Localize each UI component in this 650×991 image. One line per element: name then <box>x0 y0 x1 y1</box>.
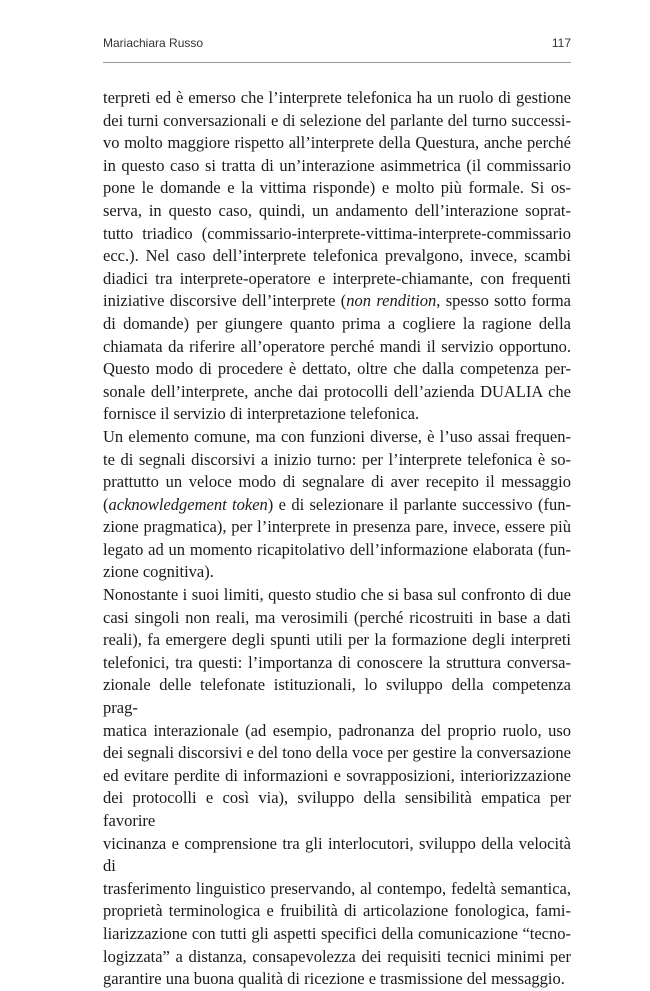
text-run: di domande) per giungere quanto prima a cogliere la ragione della <box>103 313 571 333</box>
text-run: vo molto maggiore rispetto all’interprete della Questura, anche perché <box>103 133 571 153</box>
text-run: , spesso sotto forma <box>436 291 571 311</box>
text-run: ed evitare perdite di informazioni e sovrapposizioni, interiorizzazione <box>103 765 571 785</box>
text-line <box>103 946 571 969</box>
text-run: ) e di selezionare il parlante successivo (fun- <box>267 494 571 514</box>
text-run: zione cognitiva). <box>103 562 214 582</box>
text-line <box>103 336 571 359</box>
text-run: reali), fa emergere degli spunti utili per la formazione degli interpreti <box>103 630 571 650</box>
text-run: trasferimento linguistico preservando, al contempo, fedeltà semantica, <box>103 878 571 898</box>
text-run: Nonostante i suoi limiti, questo studio che si basa sul confronto di due <box>103 585 571 605</box>
text-run: Un elemento comune, ma con funzioni diverse, è l’uso assai frequen- <box>103 426 571 446</box>
text-line <box>103 833 571 878</box>
text-line <box>103 87 571 110</box>
text-run: diadici tra interprete-operatore e interprete-chiamante, con frequenti <box>103 268 571 288</box>
text-line <box>103 629 571 652</box>
text-line <box>103 268 571 291</box>
text-run: terpreti ed è emerso che l’interprete telefonica ha un ruolo di gestione <box>103 88 571 107</box>
text-run: zionale delle telefonate istituzionali, lo sviluppo della competenza prag- <box>103 675 571 718</box>
text-line <box>103 381 571 404</box>
text-run: liarizzazione con tutti gli aspetti specifici della comunicazione “tecno- <box>103 923 571 943</box>
text-run: dei turni conversazionali e di selezione del parlante del turno successi- <box>103 110 571 130</box>
text-line <box>103 652 571 675</box>
text-line <box>103 516 571 539</box>
text-run: fornisce il servizio di interpretazione telefonica. <box>103 404 420 424</box>
text-line <box>103 358 571 381</box>
text-line <box>103 155 571 178</box>
text-run: Questo modo di procedere è dettato, oltre che dalla competenza per- <box>103 359 571 379</box>
text-run: vicinanza e comprensione tra gli interlocutori, sviluppo della velocità di <box>103 833 571 876</box>
text-run: serva, in questo caso, quindi, un andamento dell’interazione soprat- <box>103 200 571 220</box>
text-run: matica interazionale (ad esempio, padronanza del proprio ruolo, uso <box>103 720 571 740</box>
text-run: telefonici, tra questi: l’importanza di conoscere la struttura conversa- <box>103 652 571 672</box>
header-divider <box>103 62 571 63</box>
text-run: zione pragmatica), per l’interprete in presenza pare, invece, essere più <box>103 517 571 537</box>
text-line <box>103 471 571 494</box>
running-header-author: Mariachiara Russo <box>103 36 204 50</box>
text-line <box>103 923 571 946</box>
text-line <box>103 177 571 200</box>
text-run: in questo caso si tratta di un’interazione asimmetrica (il commissario <box>103 155 571 175</box>
text-line <box>103 313 571 336</box>
text-run: pone le domande e la vittima risponde) e molto più formale. Si os- <box>103 178 571 198</box>
italic-term: acknowledgement token <box>108 494 268 514</box>
text-line <box>103 561 571 584</box>
text-line <box>103 449 571 472</box>
text-line <box>103 110 571 133</box>
text-line <box>103 900 571 923</box>
text-line <box>103 765 571 788</box>
text-line <box>103 403 571 426</box>
text-line <box>103 245 571 268</box>
text-run: iniziative discorsive dell’interprete ( <box>103 291 347 311</box>
text-run: te di segnali discorsivi a inizio turno: per l’interprete telefonica è so- <box>103 449 571 469</box>
text-run: logizzata” a distanza, consapevolezza dei requisiti tecnici minimi per <box>103 946 571 966</box>
text-run: garantire una buona qualità di ricezione e trasmissione del messaggio. <box>103 969 565 989</box>
text-line <box>103 132 571 155</box>
text-line <box>103 742 571 765</box>
text-run: legato ad un momento ricapitolativo dell’informazione elaborata (fun- <box>103 539 571 559</box>
text-run: dei protocolli e così via), sviluppo della sensibilità empatica per favorire <box>103 788 571 830</box>
text-line <box>103 787 571 832</box>
text-line <box>103 539 571 562</box>
text-line <box>103 607 571 630</box>
text-line <box>103 584 571 607</box>
text-run: chiamata da riferire all’operatore perché mandi il servizio opportuno. <box>103 336 571 356</box>
text-run: tutto triadico (commissario-interprete-vittima-interprete-commissario <box>103 223 571 243</box>
page-number: 117 <box>551 36 571 50</box>
text-line <box>103 426 571 449</box>
text-run: proprietà terminologica e fruibilità di articolazione fonologica, fami- <box>103 901 571 921</box>
running-header <box>103 36 571 58</box>
text-line <box>103 674 571 719</box>
text-line <box>103 223 571 246</box>
text-run: casi singoli non reali, ma verosimili (perché ricostruiti in base a dati <box>103 607 571 627</box>
text-run: ecc.). Nel caso dell’interprete telefonica prevalgono, invece, scambi <box>103 246 571 266</box>
text-line <box>103 968 571 991</box>
text-run: sonale dell’interprete, anche dai protocolli dell’azienda DUALIA che <box>103 381 571 401</box>
text-line <box>103 720 571 743</box>
text-line <box>103 494 571 517</box>
text-line <box>103 290 571 313</box>
italic-term: non rendition <box>346 291 437 311</box>
text-run: dei segnali discorsivi e del tono della voce per gestire la conversazione <box>103 743 571 763</box>
body-text <box>103 87 571 991</box>
text-line <box>103 200 571 223</box>
text-run: prattutto un veloce modo di segnalare di aver recepito il messaggio <box>103 472 571 492</box>
text-line <box>103 878 571 901</box>
text-run: ( <box>103 494 109 514</box>
